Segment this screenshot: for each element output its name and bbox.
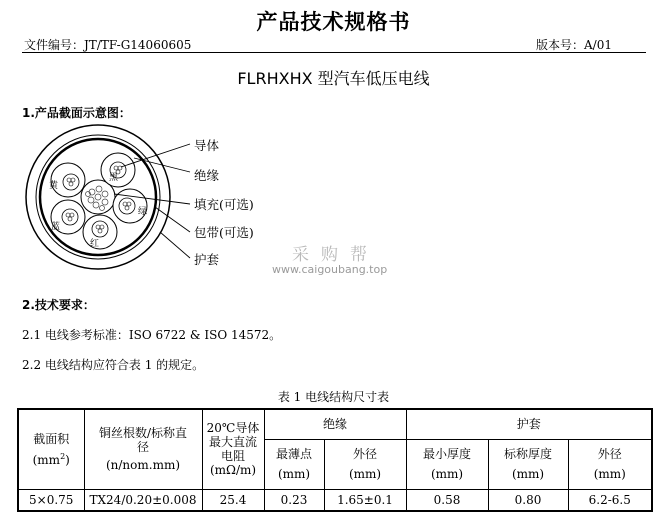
header-sheath: 护套	[406, 409, 652, 439]
core-yellow	[51, 163, 85, 197]
product-title: FLRHXHX 型汽车低压电线	[237, 69, 430, 88]
header-insulation: 绝缘	[264, 409, 406, 439]
cell-sheath-od: 6.2-6.5	[568, 489, 652, 511]
cable-cross-section-diagram	[20, 122, 200, 272]
watermark-text: 采购帮	[292, 245, 379, 265]
cell-ins-min: 0.23	[264, 489, 324, 511]
cell-resistance: 25.4	[202, 489, 264, 511]
cell-wire: TX24/0.20±0.008	[84, 489, 202, 511]
cell-ins-od: 1.65±0.1	[324, 489, 406, 511]
core-label-red: 红	[90, 239, 100, 249]
cable-structure-table	[17, 408, 653, 512]
core-red	[83, 215, 117, 249]
core-label-blue: 蓝	[51, 222, 61, 232]
section2-heading: 2.技术要求：	[22, 298, 95, 312]
table-caption: 表 1 电线结构尺寸表	[277, 390, 390, 404]
section1-heading: 1.产品截面示意图：	[22, 106, 131, 120]
label-insulation: 绝缘	[194, 168, 220, 183]
table-row	[18, 489, 652, 511]
core-label-green: 绿	[138, 207, 148, 217]
label-tape: 包带(可选)	[194, 225, 254, 240]
header-resistance: 20℃导体 最大直流 电阻 (mΩ/m)	[202, 409, 264, 489]
header-insulation-od: 外径 (mm)	[324, 439, 406, 489]
cell-sheath-nom: 0.80	[488, 489, 568, 511]
header-rule	[22, 52, 646, 53]
header-insulation-min: 最薄点 (mm)	[264, 439, 324, 489]
header-cross-section: 截面积 $(mm^2)$	[18, 409, 84, 489]
requirement-2-2: 2.2 电线结构应符合表 1 的规定。	[22, 358, 205, 372]
file-number: 文件编号：JT/TF-G14060605	[24, 38, 192, 52]
label-sheath: 护套	[194, 252, 220, 267]
header-sheath-min: 最小厚度 (mm)	[406, 439, 488, 489]
version-number: 版本号：A/01	[536, 38, 612, 52]
core-label-yellow: 黄	[49, 181, 59, 191]
document-title: 产品技术规格书	[256, 10, 411, 34]
cell-area: 5×0.75	[18, 489, 84, 511]
label-filler: 填充(可选)	[194, 197, 254, 212]
header-sheath-nom: 标称厚度 (mm)	[488, 439, 568, 489]
header-wire-count: 铜丝根数/标称直 径 (n/nom.mm)	[84, 409, 202, 489]
requirement-2-1: 2.1 电线参考标准：ISO 6722 & ISO 14572。	[22, 328, 282, 342]
label-conductor: 导体	[194, 138, 220, 153]
header-sheath-od: 外径 (mm)	[568, 439, 652, 489]
watermark-url: www.caigoubang.top	[272, 263, 388, 276]
cell-sheath-min: 0.58	[406, 489, 488, 511]
core-label-black: 黑	[109, 173, 119, 183]
